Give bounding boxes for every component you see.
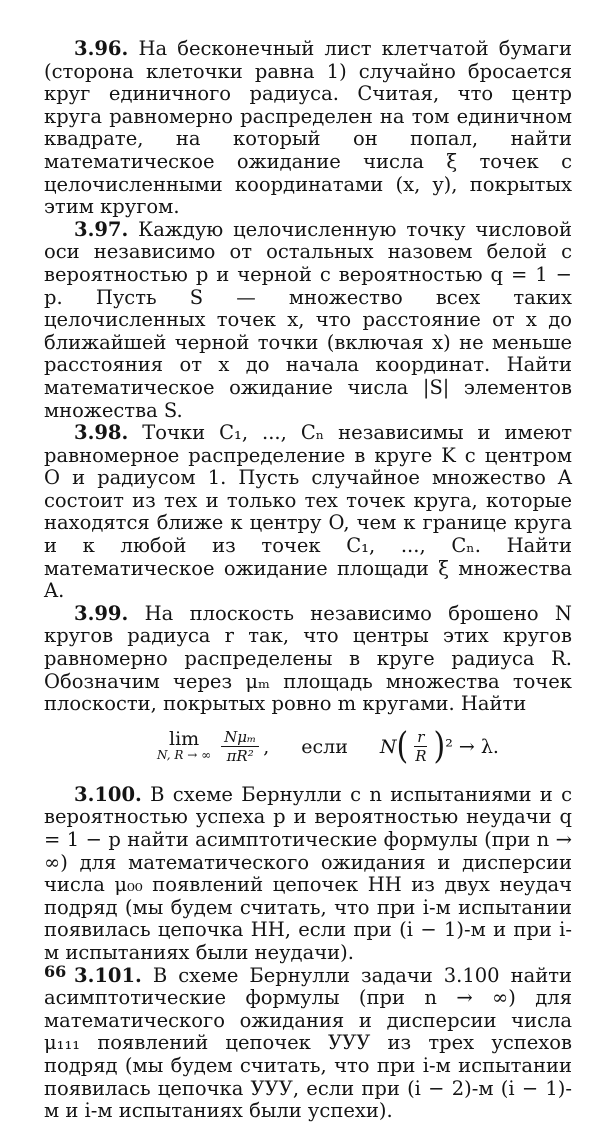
if-word: если: [301, 735, 348, 758]
problem-3-96: [44, 38, 572, 219]
limit-operator: [157, 727, 212, 763]
page-number: 66: [44, 962, 67, 981]
problem-number: 3.96.: [74, 37, 129, 60]
left-paren: (: [396, 725, 409, 768]
lim-subscript: N, R → ∞: [157, 747, 212, 762]
problem-text: Каждую целочисленную точку числовой оси независимо от остальных назовем белой с вероятностью p и черной с вероятностью q = 1 − p. Пусть S — множество всех таких целочисленных точек x, что расстояние от x до ближайшей черной точки (включая x) не меньше расстояния от x до начала координат. Найти математическое ожидание числа |S| элементов множества S.: [44, 217, 572, 422]
problem-3-98: [44, 422, 572, 603]
fraction: [221, 728, 259, 765]
problem-number: 3.101.: [74, 963, 142, 987]
problem-number: 3.97.: [74, 217, 129, 241]
problem-text: На бесконечный лист клетчатой бумаги (сторона клеточки равна 1) случайно бросается круг единичного радиуса. Считая, что центр круга равномерно распределен на том единичном квадрате, на который он попал, найти математическое ожидание числа ξ точек с целочисленными координатами (x, y), покрытых этим кругом.: [44, 37, 572, 219]
problem-text: В схеме Бернулли задачи 3.100 найти асимптотические формулы (при n → ∞) для математического ожидания и дисперсии числа μ₁₁₁ появлений цепочек УУУ из трех успехов подряд (мы будем считать, что при i-м испытании появилась цепочка УУУ, если при (i − 2)-м (i − 1)-м и i-м испытаниях были успехи).: [44, 963, 572, 1123]
problem-text: В схеме Бернулли с n испытаниями и с вероятностью успеха p и вероятностью неудачи q = 1 − p найти асимптотические формулы (при n → ∞) для математического ожидания и дисперсии числа μ₀₀ появлений цепочек НН из двух неудач подряд (мы будем считать, что при i-м испытании появилась цепочка НН, если при (i − 1)-м и при i-м испытаниях были неудачи).: [44, 782, 572, 964]
problem-number: 3.100.: [74, 782, 142, 806]
fraction-numerator: Nμₘ: [221, 728, 259, 747]
formula-comma: ,: [263, 735, 270, 758]
problem-text: Точки C₁, ..., Cₙ независимы и имеют равномерное распределение в круге K с центром O и радиусом 1. Пусть случайное множество A состоит из тех и только тех точек круга, которые находятся ближе к центру O, чем к границе круга и к любой из точек C₁, ..., Cₙ. Найти математическое ожидание площади ξ множества A.: [44, 421, 572, 603]
lim-word: lim: [169, 727, 200, 750]
problem-3-97: [44, 219, 572, 422]
inner-fraction: [412, 728, 429, 765]
problem-3-101: [44, 965, 572, 1123]
problem-3-99: [44, 603, 572, 716]
problem-number: 3.99.: [74, 601, 129, 625]
fraction-denominator: πR²: [226, 747, 254, 766]
problem-text: На плоскость независимо брошено N кругов радиуса r так, что центры этих кругов равномерно распределены в круге радиуса R. Обозначим через μₘ площадь множества точек плоскости, покрытых ровно m кругами. Найти: [44, 601, 572, 716]
inner-numerator: r: [414, 728, 427, 747]
problem-3-100: [44, 784, 572, 965]
limit-formula: [84, 718, 572, 776]
inner-denominator: R: [415, 747, 427, 766]
formula-N: N: [379, 735, 397, 758]
power-tail: ² → λ.: [445, 735, 499, 758]
page-body: [44, 38, 572, 1123]
right-paren: ): [433, 725, 446, 768]
problem-number: 3.98.: [74, 421, 129, 445]
